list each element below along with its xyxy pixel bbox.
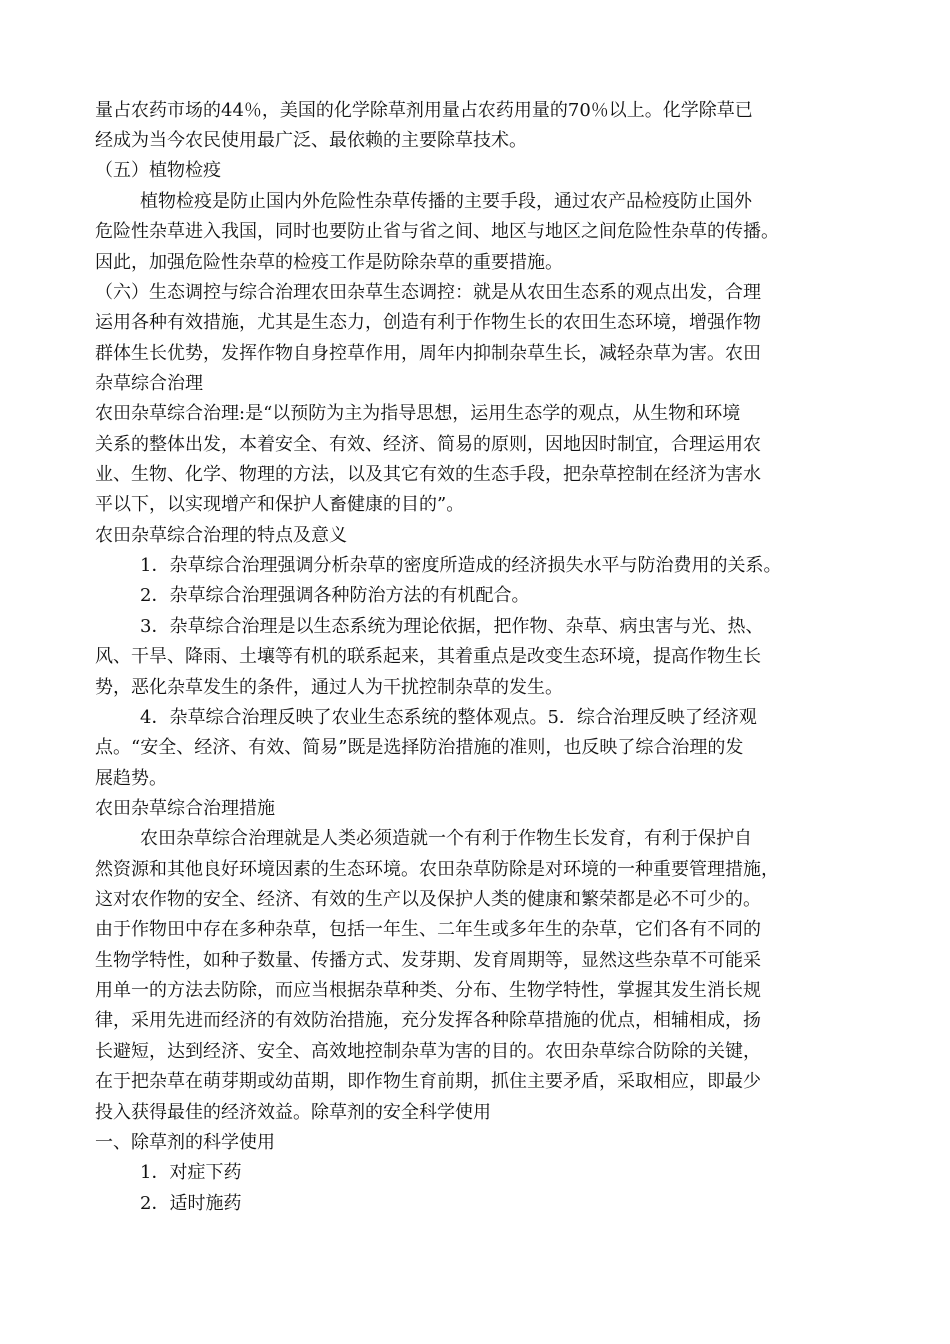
list-item: 1．杂草综合治理强调分析杂草的密度所造成的经济损失水平与防治费用的关系。 <box>140 555 782 576</box>
text-line: 展趋势。 <box>95 768 167 789</box>
text-line: 运用各种有效措施，尤其是生态力，创造有利于作物生长的农田生态环境，增强作物 <box>95 312 761 333</box>
text-line: 生物学特性，如种子数量、传播方式、发芽期、发育周期等，显然这些杂草不可能采 <box>95 950 761 971</box>
text-line: 律，采用先进而经济的有效防治措施，充分发挥各种除草措施的优点，相辅相成，扬 <box>95 1010 761 1031</box>
text-line: 平以下，以实现增产和保护人畜健康的目的”。 <box>95 494 465 515</box>
section-heading: （五）植物检疫 <box>95 160 221 181</box>
text-line: 势，恶化杂草发生的条件，通过人为干扰控制杂草的发生。 <box>95 677 563 698</box>
text-line: 由于作物田中存在多种杂草，包括一年生、二年生或多年生的杂草，它们各有不同的 <box>95 919 761 940</box>
text-line: 业、生物、化学、物理的方法，以及其它有效的生态手段，把杂草控制在经济为害水 <box>95 464 761 485</box>
list-item: 1．对症下药 <box>140 1162 242 1183</box>
text-line: 用单一的方法去防除，而应当根据杂草种类、分布、生物学特性，掌握其发生消长规 <box>95 980 761 1001</box>
text-line: 危险性杂草进入我国，同时也要防止省与省之间、地区与地区之间危险性杂草的传播。 <box>95 221 779 242</box>
text-line: 点。“安全、经济、有效、简易”既是选择防治措施的准则，也反映了综合治理的发 <box>95 737 744 758</box>
text-line: 投入获得最佳的经济效益。除草剂的安全科学使用 <box>95 1102 491 1123</box>
list-item: 2．适时施药 <box>140 1193 242 1214</box>
section-heading: 农田杂草综合治理的特点及意义 <box>95 525 347 546</box>
text-line: 农田杂草综合治理:是“以预防为主为指导思想，运用生态学的观点，从生物和环境 <box>95 403 741 424</box>
text-line: 植物检疫是防止国内外危险性杂草传播的主要手段，通过农产品检疫防止国外 <box>140 191 752 212</box>
list-item: 3．杂草综合治理是以生态系统为理论依据，把作物、杂草、病虫害与光、热、 <box>140 616 764 637</box>
text-line: 群体生长优势，发挥作物自身控草作用，周年内抑制杂草生长，减轻杂草为害。农田 <box>95 343 761 364</box>
text-line: 关系的整体出发，本着安全、有效、经济、简易的原则，因地因时制宜，合理运用农 <box>95 434 761 455</box>
text-line: 农田杂草综合治理就是人类必须造就一个有利于作物生长发育，有利于保护自 <box>140 828 752 849</box>
text-line: 量占农药市场的44％，美国的化学除草剂用量占农药用量的70％以上。化学除草已 <box>95 100 753 121</box>
text-line: 经成为当今农民使用最广泛、最依赖的主要除草技术。 <box>95 130 527 151</box>
text-line: 长避短，达到经济、安全、高效地控制杂草为害的目的。农田杂草综合防除的关键， <box>95 1041 761 1062</box>
list-item: 2．杂草综合治理强调各种防治方法的有机配合。 <box>140 585 530 606</box>
text-line: 因此，加强危险性杂草的检疫工作是防除杂草的重要措施。 <box>95 252 563 273</box>
text-line: 杂草综合治理 <box>95 373 203 394</box>
list-item: 4．杂草综合治理反映了农业生态系统的整体观点。5．综合治理反映了经济观 <box>140 707 757 728</box>
section-heading: （六）生态调控与综合治理农田杂草生态调控：就是从农田生态系的观点出发，合理 <box>95 282 761 303</box>
text-line: 这对农作物的安全、经济、有效的生产以及保护人类的健康和繁荣都是必不可少的。 <box>95 889 761 910</box>
text-line: 在于把杂草在萌芽期或幼苗期，即作物生育前期，抓住主要矛盾，采取相应，即最少 <box>95 1071 761 1092</box>
section-heading: 农田杂草综合治理措施 <box>95 798 275 819</box>
text-line: 风、干旱、降雨、土壤等有机的联系起来，其着重点是改变生态环境，提高作物生长 <box>95 646 761 667</box>
text-line: 然资源和其他良好环境因素的生态环境。农田杂草防除是对环境的一种重要管理措施， <box>95 859 779 880</box>
section-heading: 一、除草剂的科学使用 <box>95 1132 275 1153</box>
